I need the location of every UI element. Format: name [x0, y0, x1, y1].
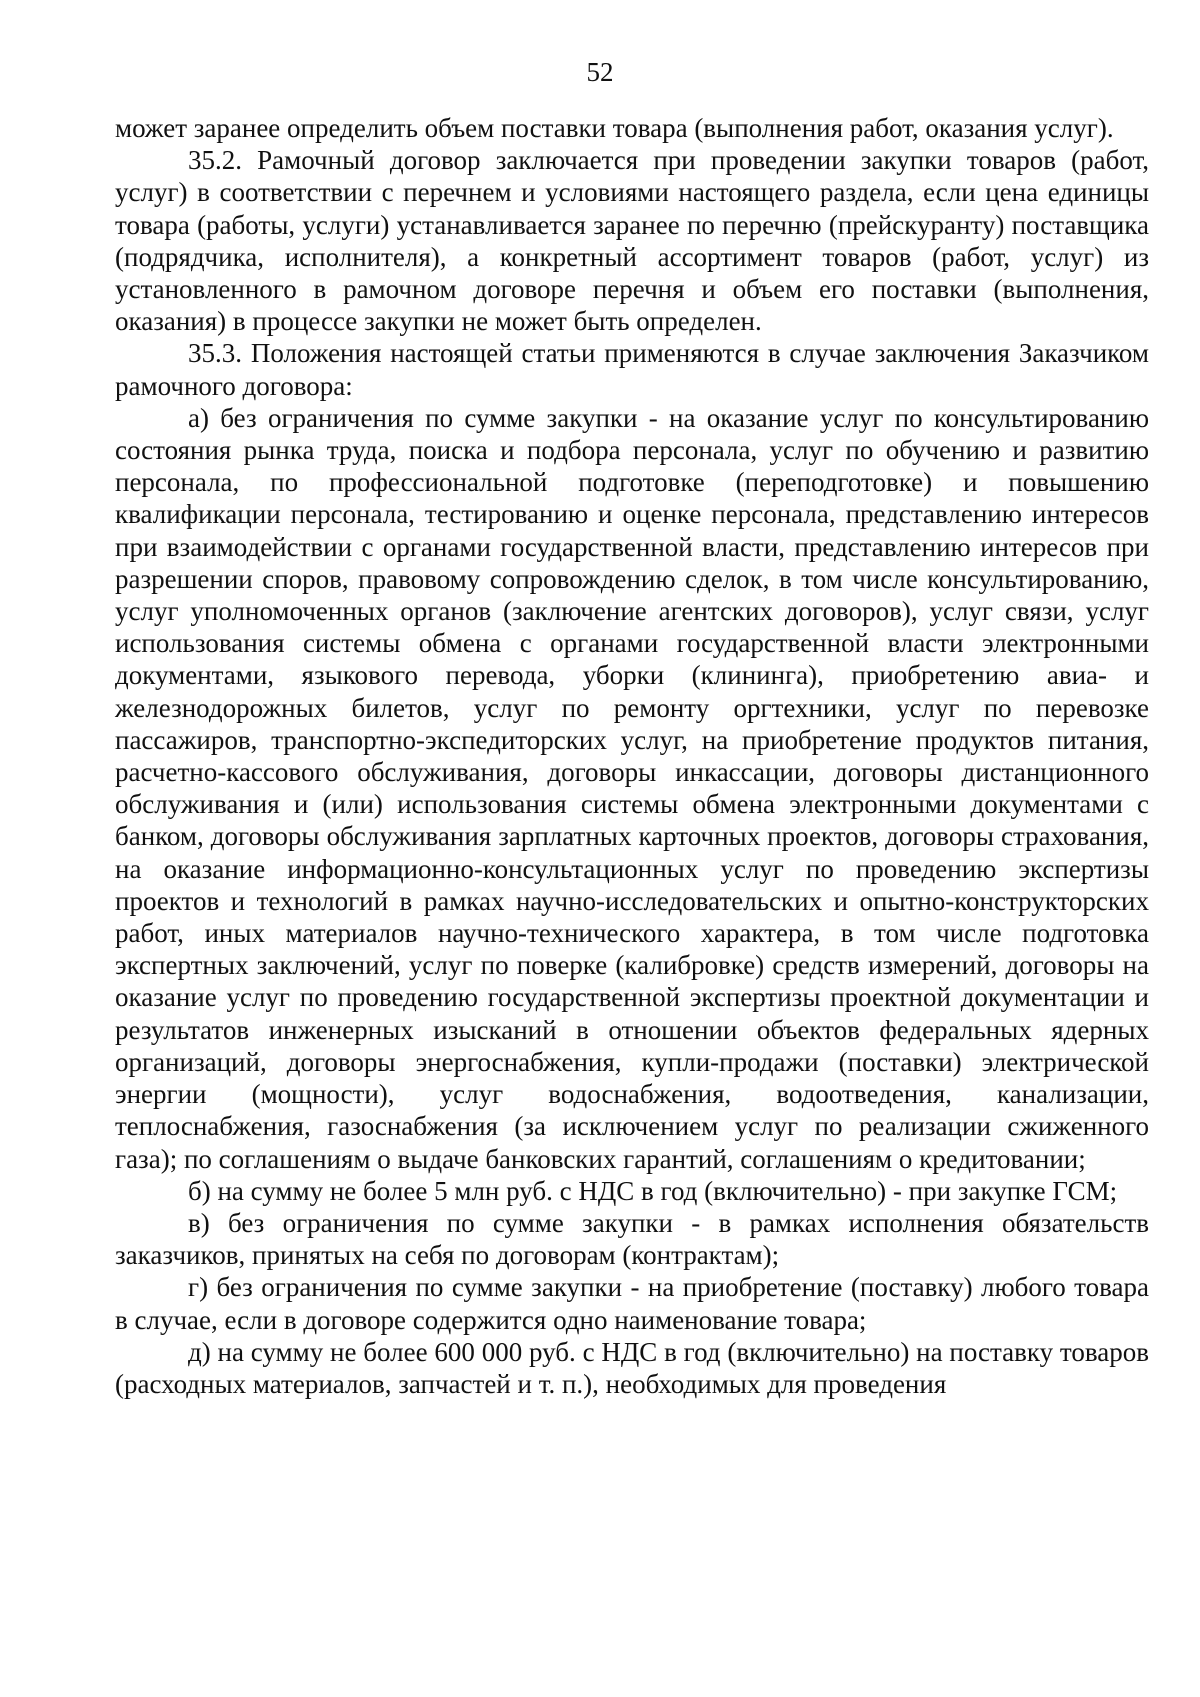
list-item-a: а) без ограничения по сумме закупки - на оказание услуг по консультированию состояния рынка труда, поиска и подбора персонала, услуг по обучению и развитию персонала, по профессиональной подготовке (переподготовке) и повышению квалификации персонала, тестированию и оценке персонала, представлению интересов при взаимодействии с органами государственной власти, представлению интересов при разрешении споров, правовому сопровождению сделок, в том числе консультированию, услуг уполномоченных органов (заключение агентских договоров), услуг связи, услуг использования системы обмена с органами государственной власти электронными документами, языкового перевода, уборки (клининга), приобретению авиа- и железнодорожных билетов, услуг по ремонту оргтехники, услуг по перевозке пассажиров, транспортно-экспедиторских услуг, на приобретение продуктов питания, расчетно-кассового обслуживания, договоры инкассации, договоры дистанционного обслуживания и (или) использования системы обмена электронными документами с банком, договоры обслуживания зарплатных карточных проектов, договоры страхования, на оказание информационно-консультационных услуг по проведению экспертизы проектов и технологий в рамках научно-исследовательских и опытно-конструкторских работ, иных материалов научно-технического характера, в том числе подготовка экспертных заключений, услуг по поверке (калибровке) средств измерений, договоры на оказание услуг по проведению государственной экспертизы проектной документации и результатов инженерных изысканий в отношении объектов федеральных ядерных организаций, договоры энергоснабжения, купли-продажи (поставки) электрической энергии (мощности), услуг водоснабжения, водоотведения, канализации, теплоснабжения, газоснабжения (за исключением услуг по реализации сжиженного газа); по соглашениям о выдаче банковских гарантий, соглашениям о кредитовании;	[115, 402, 1149, 1174]
document-body	[115, 112, 1149, 1400]
paragraph-continuation: может заранее определить объем поставки товара (выполнения работ, оказания услуг).	[115, 113, 1114, 143]
list-item-b: б) на сумму не более 5 млн руб. с НДС в год (включительно) - при закупке ГСМ;	[188, 1175, 1118, 1206]
list-item-g: г) без ограничения по сумме закупки - на приобретение (поставку) любого товара в случае, если в договоре содержится одно наименование товара;	[115, 1272, 1149, 1335]
paragraph-35-3: 35.3. Положения настоящей статьи применяются в случае заключения Заказчиком рамочного договора:	[115, 338, 1149, 401]
paragraph-35-2: 35.2. Рамочный договор заключается при проведении закупки товаров (работ, услуг) в соответствии с перечнем и условиями настоящего раздела, если цена единицы товара (работы, услуги) устанавливается заранее по перечню (прейскуранту) поставщика (подрядчика, исполнителя), а конкретный ассортимент товаров (работ, услуг) из установленного в рамочном договоре перечня и объем его поставки (выполнения, оказания) в процессе закупки не может быть определен.	[115, 145, 1149, 337]
page-number: 52	[586, 57, 614, 87]
list-item-d: д) на сумму не более 600 000 руб. с НДС в год (включительно) на поставку товаров (расходных материалов, запчастей и т. п.), необходимых для проведения	[115, 1336, 1149, 1399]
list-item-v: в) без ограничения по сумме закупки - в рамках исполнения обязательств заказчиков, принятых на себя по договорам (контрактам);	[115, 1207, 1149, 1271]
